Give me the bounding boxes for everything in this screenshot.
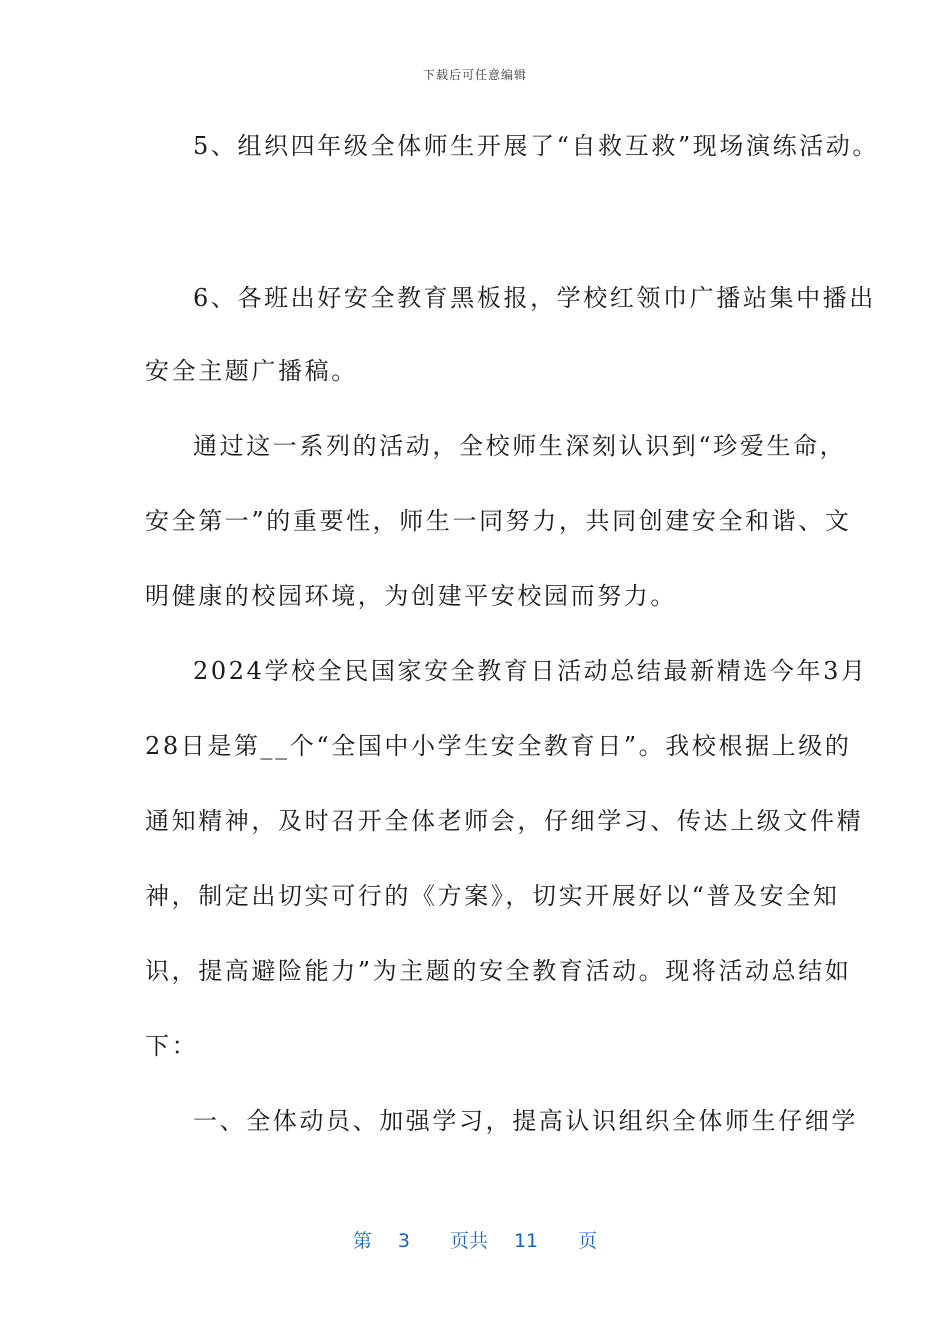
page-footer bbox=[0, 1226, 950, 1253]
total-pages-number: 11 bbox=[513, 1230, 539, 1252]
paragraph-line: 识，提高避险能力”为主题的安全教育活动。现将活动总结如 bbox=[145, 957, 852, 985]
paragraph-line: 下： bbox=[145, 1032, 199, 1060]
paragraph-line: 通过这一系列的活动，全校师生深刻认识到“珍爱生命， bbox=[193, 432, 847, 460]
paragraph-line: 6、各班出好安全教育黑板报，学校红领巾广播站集中播出 bbox=[193, 284, 876, 312]
paragraph-line: 一、全体动员、加强学习，提高认识组织全体师生仔细学 bbox=[193, 1107, 858, 1135]
page-header: 下载后可任意编辑 bbox=[422, 68, 527, 82]
paragraph-line: 神，制定出切实可行的《方案》，切实开展好以“普及安全知 bbox=[145, 882, 840, 910]
footer-prefix: 第 bbox=[352, 1230, 372, 1252]
footer-middle: 页共 bbox=[449, 1230, 488, 1252]
paragraph-line: 28日是第__个“全国中小学生安全教育日”。我校根据上级的 bbox=[145, 732, 852, 760]
paragraph-line: 5、组织四年级全体师生开展了“自救互救”现场演练活动。 bbox=[193, 132, 880, 160]
paragraph-line: 安全第一”的重要性，师生一同努力，共同创建安全和谐、文 bbox=[145, 507, 852, 535]
current-page-number: 3 bbox=[397, 1230, 410, 1252]
paragraph-line: 2024学校全民国家安全教育日活动总结最新精选今年3月 bbox=[193, 657, 868, 685]
paragraph-line: 明健康的校园环境，为创建平安校园而努力。 bbox=[145, 582, 677, 610]
footer-suffix: 页 bbox=[578, 1230, 598, 1252]
paragraph-line: 安全主题广播稿。 bbox=[145, 357, 358, 385]
paragraph-line: 通知精神，及时召开全体老师会，仔细学习、传达上级文件精 bbox=[145, 807, 864, 835]
